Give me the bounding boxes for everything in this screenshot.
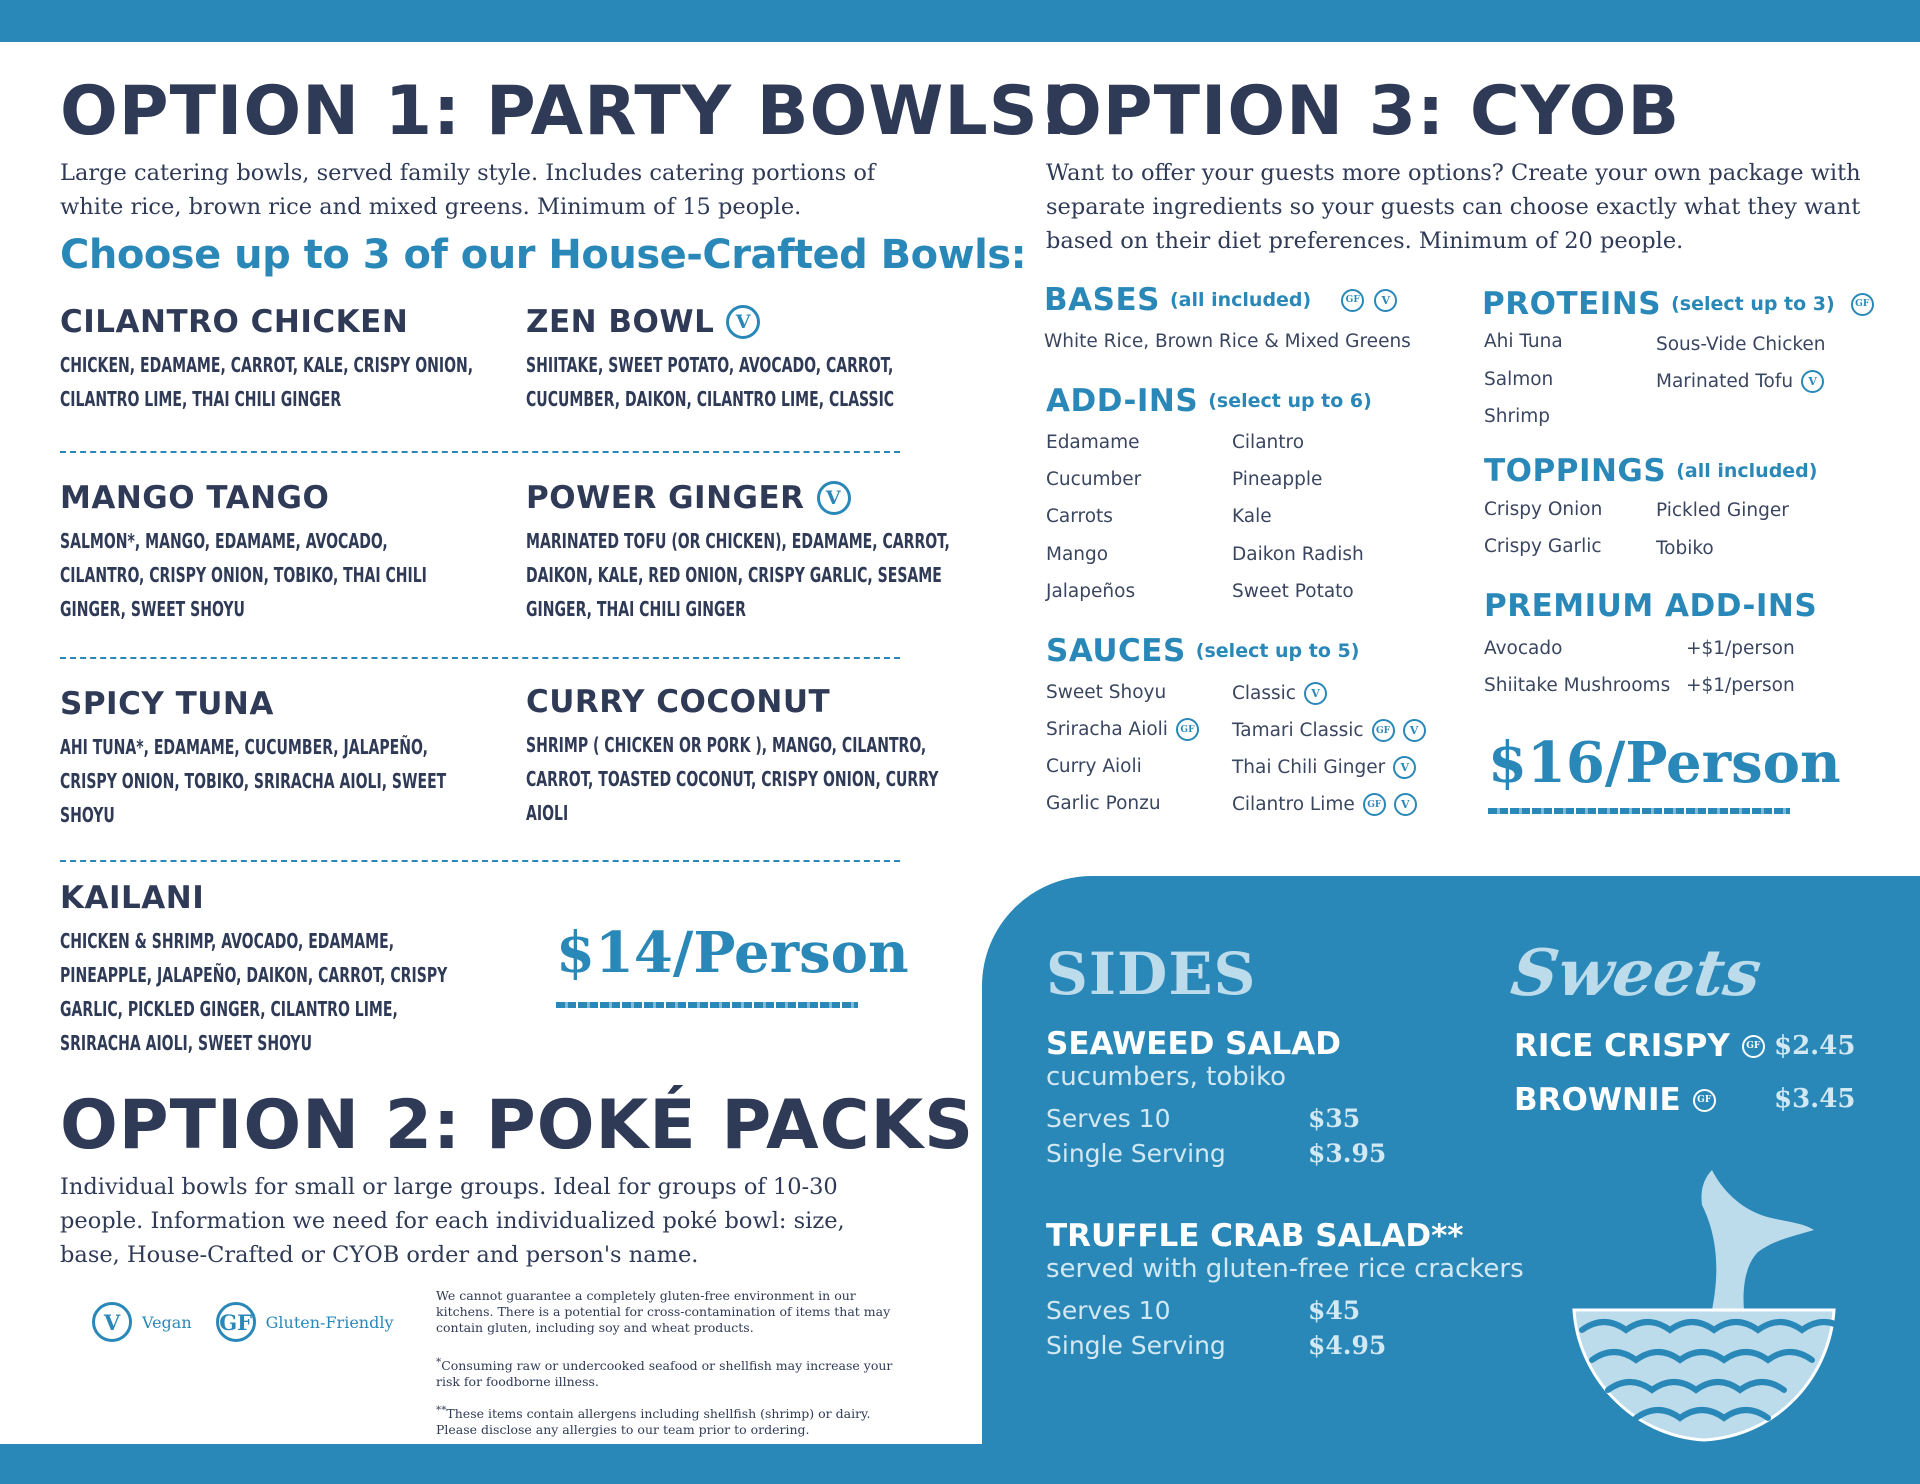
vegan-badge-icon: V bbox=[1374, 289, 1397, 312]
side-item-description: cucumbers, tobiko bbox=[1046, 1062, 1287, 1092]
vegan-badge-icon: V bbox=[1304, 682, 1327, 705]
vegan-badge-icon: V bbox=[726, 305, 760, 339]
side-item-price: $4.95 bbox=[1308, 1331, 1387, 1360]
dashed-divider bbox=[60, 657, 900, 659]
bowl-name: CILANTRO CHICKEN bbox=[60, 304, 409, 340]
bowl-ingredients: AHI TUNA*, EDAMAME, CUCUMBER, JALAPEÑO, CRISPY ONION, TOBIKO, SRIRACHA AIOLI, SWEET SHOYU bbox=[60, 735, 447, 827]
bowl-kailani bbox=[60, 880, 480, 1060]
option3-description: Want to offer your guests more options? Create your own package with separate ingredients so your guests can choose exactly what they want based on their diet preferences. Minimum of 20 people. bbox=[1046, 160, 1861, 254]
list-item-price: +$1/person bbox=[1686, 675, 1795, 696]
list-item: Shiitake Mushrooms bbox=[1484, 675, 1671, 696]
list-item: Daikon Radish bbox=[1232, 544, 1364, 565]
dashed-divider bbox=[60, 860, 900, 862]
side-item-name: TRUFFLE CRAB SALAD** bbox=[1046, 1218, 1464, 1254]
list-item: Shrimp bbox=[1484, 406, 1550, 427]
option2-title: OPTION 2: POKÉ PACKS bbox=[60, 1086, 975, 1165]
gluten-friendly-badge-icon: GF bbox=[1742, 1035, 1765, 1058]
list-item: Cucumber bbox=[1046, 469, 1142, 490]
bowl-zen-bowl bbox=[526, 304, 946, 416]
bowl-name: MANGO TANGO bbox=[60, 480, 330, 516]
price-underline bbox=[1488, 808, 1790, 814]
gluten-friendly-badge-icon: GF bbox=[1341, 289, 1364, 312]
side-item-option: Serves 10 bbox=[1046, 1104, 1171, 1133]
gluten-friendly-badge-icon: GF bbox=[1851, 293, 1874, 316]
option1-description: Large catering bowls, served family style. Includes catering portions of white rice, brown rice and mixed greens. Minimum of 15 people. bbox=[60, 160, 876, 220]
sweet-item-name: RICE CRISPY GF bbox=[1514, 1028, 1765, 1064]
bowl-ingredients: SHIITAKE, SWEET POTATO, AVOCADO, CARROT, CUCUMBER, DAIKON, CILANTRO LIME, CLASSIC bbox=[526, 353, 895, 411]
bowl-ingredients: MARINATED TOFU (OR CHICKEN), EDAMAME, CARROT, DAIKON, KALE, RED ONION, CRISPY GARLIC, SESAME GINGER, THAI CHILI GINGER bbox=[526, 529, 950, 621]
bowl-name: KAILANI bbox=[60, 880, 205, 916]
gluten-friendly-badge-icon: GF bbox=[1372, 719, 1395, 742]
option1-title: OPTION 1: PARTY BOWLS! bbox=[60, 72, 1071, 151]
list-item: Carrots bbox=[1046, 506, 1113, 527]
side-item-option: Single Serving bbox=[1046, 1331, 1226, 1360]
vegan-badge-icon: V bbox=[92, 1302, 132, 1342]
list-item: Curry Aioli bbox=[1046, 756, 1142, 777]
vegan-badge-icon: V bbox=[1403, 719, 1426, 742]
toppings-heading: TOPPINGS (all included) bbox=[1484, 453, 1818, 489]
allergen-disclaimer: **These items contain allergens including shellfish (shrimp) or dairy. Please disclose any allergies to our team prior to ordering. bbox=[436, 1404, 871, 1438]
list-item: Ahi Tuna bbox=[1484, 331, 1563, 352]
vegan-badge-icon: V bbox=[1394, 793, 1417, 816]
bowl-name: SPICY TUNA bbox=[60, 686, 274, 722]
list-item: Cilantro Lime GF V bbox=[1232, 793, 1417, 816]
bowl-power-ginger bbox=[526, 480, 956, 626]
bowl-name: ZEN BOWL V bbox=[526, 304, 946, 340]
gluten-friendly-badge-icon: GF bbox=[1176, 718, 1199, 741]
bowl-name: POWER GINGER V bbox=[526, 480, 956, 516]
list-item: Jalapeños bbox=[1046, 581, 1136, 602]
list-item: Salmon bbox=[1484, 369, 1554, 390]
sides-sweets-panel bbox=[982, 876, 1920, 1444]
diet-legend bbox=[92, 1302, 394, 1342]
sauces-heading: SAUCES (select up to 5) bbox=[1046, 633, 1360, 669]
raw-seafood-disclaimer: *Consuming raw or undercooked seafood or shellfish may increase your risk for foodborne illness. bbox=[436, 1356, 893, 1390]
side-item-price: $45 bbox=[1308, 1296, 1361, 1325]
price-underline bbox=[556, 1002, 858, 1008]
option1-price: $14/Person bbox=[556, 920, 909, 986]
side-item-option: Single Serving bbox=[1046, 1139, 1226, 1168]
list-item: Avocado bbox=[1484, 638, 1563, 659]
vegan-badge-icon: V bbox=[1801, 370, 1824, 393]
gluten-friendly-badge-icon: GF bbox=[216, 1302, 256, 1342]
list-item: Sous-Vide Chicken bbox=[1656, 334, 1826, 355]
side-item-description: served with gluten-free rice crackers bbox=[1046, 1254, 1524, 1284]
bowl-ingredients: CHICKEN, EDAMAME, CARROT, KALE, CRISPY ONION, CILANTRO LIME, THAI CHILI GINGER bbox=[60, 353, 474, 411]
sweet-item-price: $3.45 bbox=[1774, 1084, 1856, 1114]
bowl-ingredients: SHRIMP ( CHICKEN OR PORK ), MANGO, CILANTRO, CARROT, TOASTED COCONUT, CRISPY ONION, CURRY AIOLI bbox=[526, 733, 939, 825]
premium-addins-heading: PREMIUM ADD-INS bbox=[1484, 588, 1818, 624]
list-item-price: +$1/person bbox=[1686, 638, 1795, 659]
legend-gf-label: Gluten-Friendly bbox=[265, 1312, 394, 1332]
legend-vegan-label: Vegan bbox=[142, 1312, 192, 1332]
list-item: Sweet Potato bbox=[1232, 581, 1354, 602]
list-item: Edamame bbox=[1046, 432, 1140, 453]
list-item: Sweet Shoyu bbox=[1046, 682, 1167, 703]
bases-heading: BASES (all included) GF V bbox=[1044, 282, 1397, 318]
gluten-friendly-badge-icon: GF bbox=[1363, 793, 1386, 816]
proteins-heading: PROTEINS (select up to 3) GF bbox=[1482, 286, 1874, 322]
sweet-item-price: $2.45 bbox=[1774, 1031, 1856, 1061]
bowl-cilantro-chicken bbox=[60, 304, 490, 416]
list-item: Cilantro bbox=[1232, 432, 1305, 453]
list-item: Tobiko bbox=[1656, 538, 1714, 559]
side-item-option: Serves 10 bbox=[1046, 1296, 1171, 1325]
list-item: Tamari Classic GF V bbox=[1232, 719, 1426, 742]
bowl-mango-tango bbox=[60, 480, 460, 626]
addins-heading: ADD-INS (select up to 6) bbox=[1046, 383, 1372, 419]
list-item: Classic V bbox=[1232, 682, 1327, 705]
side-item-price: $35 bbox=[1308, 1104, 1361, 1133]
list-item: Crispy Onion bbox=[1484, 499, 1603, 520]
option2-description: Individual bowls for small or large groups. Ideal for groups of 10-30 people. Information we need for each individualized poké bowl: size, base, House-Crafted or CYOB order and person's name. bbox=[60, 1174, 845, 1268]
list-item: Mango bbox=[1046, 544, 1109, 565]
top-banner-bar bbox=[0, 0, 1920, 42]
sweet-item-name: BROWNIE GF bbox=[1514, 1082, 1716, 1118]
list-item: Crispy Garlic bbox=[1484, 536, 1602, 557]
list-item: Kale bbox=[1232, 506, 1272, 527]
vegan-badge-icon: V bbox=[1393, 756, 1416, 779]
sides-title: SIDES bbox=[1046, 940, 1257, 1008]
list-item: Pineapple bbox=[1232, 469, 1323, 490]
choose-bowls-heading: Choose up to 3 of our House-Crafted Bowls: bbox=[60, 232, 1027, 278]
vegan-badge-icon: V bbox=[817, 481, 851, 515]
bowl-ingredients: SALMON*, MANGO, EDAMAME, AVOCADO, CILANTRO, CRISPY ONION, TOBIKO, THAI CHILI GINGER, SWEET SHOYU bbox=[60, 529, 427, 621]
bowl-curry-coconut bbox=[526, 684, 946, 830]
dashed-divider bbox=[60, 451, 900, 453]
side-item-name: SEAWEED SALAD bbox=[1046, 1026, 1341, 1062]
option3-title: OPTION 3: CYOB bbox=[1044, 72, 1681, 151]
option3-price: $16/Person bbox=[1488, 730, 1841, 796]
bases-items: White Rice, Brown Rice & Mixed Greens bbox=[1044, 331, 1411, 352]
whale-tail-in-bowl-icon bbox=[1552, 1160, 1852, 1444]
gluten-disclaimer: We cannot guarantee a completely gluten-free environment in our kitchens. There is a potential for cross-contamination of items that may contain gluten, including soy and wheat products. bbox=[436, 1288, 891, 1335]
bowl-name: CURRY COCONUT bbox=[526, 684, 831, 720]
sweets-title: Sweets bbox=[1506, 936, 1766, 1011]
list-item: Sriracha Aioli GF bbox=[1046, 718, 1199, 741]
side-item-price: $3.95 bbox=[1308, 1139, 1387, 1168]
bowl-ingredients: CHICKEN & SHRIMP, AVOCADO, EDAMAME, PINEAPPLE, JALAPEÑO, DAIKON, CARROT, CRISPY GARLIC, PICKLED GINGER, CILANTRO LIME, SRIRACHA AIOLI, SWEET SHOYU bbox=[60, 929, 448, 1055]
bowl-spicy-tuna bbox=[60, 686, 460, 832]
list-item: Marinated Tofu V bbox=[1656, 370, 1824, 393]
bottom-banner-bar bbox=[0, 1444, 1920, 1484]
list-item: Garlic Ponzu bbox=[1046, 793, 1161, 814]
list-item: Pickled Ginger bbox=[1656, 500, 1789, 521]
list-item: Thai Chili Ginger V bbox=[1232, 756, 1416, 779]
gluten-friendly-badge-icon: GF bbox=[1693, 1089, 1716, 1112]
